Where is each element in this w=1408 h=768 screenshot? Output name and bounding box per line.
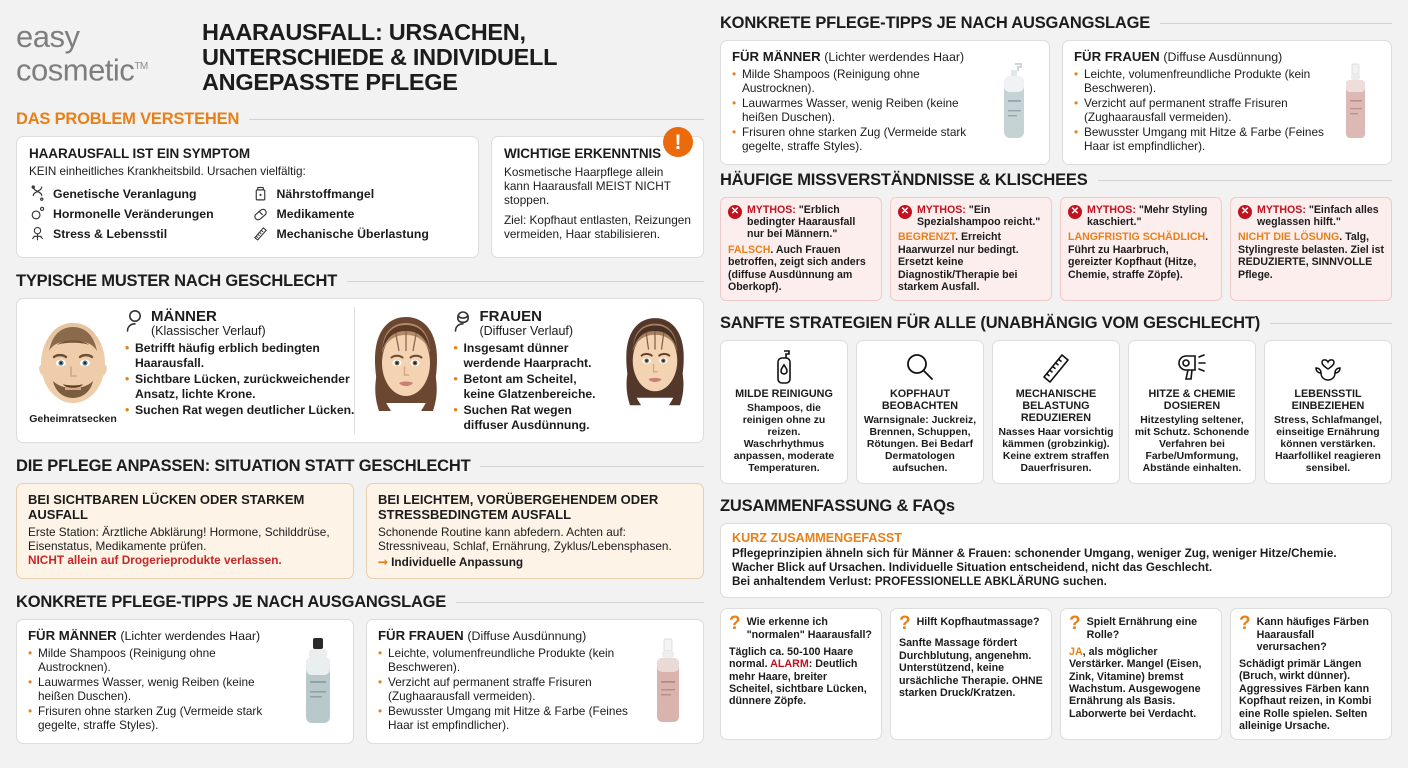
strategy-title: LEBENSSTIL EINBEZIEHEN <box>1291 388 1365 413</box>
insight-paragraph-1: Kosmetische Haarpflege allein kann Haarausfall MEIST NICHT stoppen. <box>503 165 671 207</box>
strategy-title: MECHANISCHE BELASTUNG REDUZIEREN <box>1015 388 1097 425</box>
magnifier-icon <box>904 351 936 383</box>
men-illustration <box>27 307 119 425</box>
list-item: • Sichtbare Lücken, zurückweichender Ansatz, lichte Krone. <box>125 372 354 401</box>
list-item: • Frisuren ohne starken Zug (Vermeide stark gegelte, straffe Styles). <box>732 126 985 153</box>
female-face-illustration-2 <box>617 307 693 407</box>
section-header-problem <box>16 110 704 129</box>
list-item: • Lauwarmes Wasser, wenig Reiben (keine heißen Duschen). <box>732 97 985 124</box>
women-illustration-left <box>365 307 447 411</box>
x-cross-icon: ✕ <box>1068 205 1082 219</box>
myth-answer <box>1068 231 1214 281</box>
tip-card-women-title <box>378 628 639 643</box>
tip-card-women-body <box>378 628 639 735</box>
men-pattern-text <box>125 307 354 420</box>
women-illustration-right <box>617 307 693 407</box>
faq-head <box>1239 615 1383 653</box>
adapt-card-title: BEI SICHTBAREN LÜCKEN ODER STARKEM AUSFALL <box>28 492 305 522</box>
question-mark-icon: ? <box>898 613 911 635</box>
faq-question: Wie erkenne ich "normalen" Haarausfall? <box>746 616 872 641</box>
question-mark-icon: ? <box>1239 613 1251 635</box>
myth-card-head <box>898 204 1044 229</box>
arrow-icon: ➞ <box>377 555 388 569</box>
pump-spray-icon <box>1343 62 1369 142</box>
strategy-title: MILDE REINIGUNG <box>735 388 833 401</box>
faq-answer-highlight: ALARM <box>770 658 809 671</box>
summary-line-2: Wacher Blick auf Ursachen. Individuelle Situation entscheidend, nicht das Geschlecht. <box>731 561 1213 575</box>
hairdryer-icon <box>1175 352 1209 382</box>
supplement-jar-icon <box>252 185 269 202</box>
divider-line <box>347 281 704 282</box>
faq-answer-pre: Schädigt primär Längen (Bruch, wirkt dünner). Aggressives Färben kann Kopfhaut reizen, in Kombi eine Rolle spielen. Selten alleinige Ursache. <box>1239 658 1372 733</box>
list-item: • Milde Shampoos (Reinigung ohne Austrocknen). <box>28 647 289 674</box>
strategy-icon-wrap <box>1311 349 1345 385</box>
strategy-card-mechanical <box>992 340 1120 484</box>
tip-title-sub: (Diffuse Ausdünnung) <box>467 629 587 643</box>
tips-row-left <box>16 619 704 744</box>
tip-title-main: FÜR FRAUEN <box>1073 49 1160 64</box>
insight-title: WICHTIGE ERKENNTNIS <box>503 146 662 161</box>
cause-item-nutrients <box>252 185 465 202</box>
cause-item-hormones <box>29 205 242 222</box>
cause-item-stress <box>29 225 242 242</box>
list-item: • Suchen Rat wegen deutlicher Lücken. <box>125 403 354 418</box>
section-header-adapt <box>16 457 704 476</box>
adapt-card-severe <box>16 483 354 579</box>
tip-title-main: FÜR MÄNNER <box>731 49 821 64</box>
myth-card <box>1060 197 1222 302</box>
myth-quote: "Erblich bedingter Haarausfall nur bei Männern." <box>746 203 856 241</box>
faq-answer-post: : Deutlich mehr Haare, breiter Scheitel, sichtbare Lücken, dünnere Zöpfe. <box>728 658 867 708</box>
myth-verdict: NICHT DIE LÖSUNG <box>1238 231 1340 244</box>
faq-answer <box>1069 646 1213 720</box>
tip-title-main: FÜR MÄNNER <box>28 628 117 643</box>
list-item: • Bewusster Umgang mit Hitze & Farbe (Feines Haar ist empfindlicher). <box>378 705 639 732</box>
myth-answer-text: . Auch Frauen betroffen, zeigt sich anders (diffuse Ausdünnung am Oberkopf). <box>727 243 866 293</box>
divider-line <box>1270 323 1392 324</box>
tip-women-list <box>378 647 639 733</box>
symptom-card-title: HAARAUSFALL IST EIN SYMPTOM <box>29 146 251 161</box>
cause-label: Medikamente <box>276 206 355 221</box>
adapt-card-title: BEI LEICHTEM, VORÜBERGEHENDEM ODER STRESSBEDINGTEM AUSFALL <box>377 492 659 522</box>
wellbeing-heart-icon <box>1311 351 1345 383</box>
section-title-tips-right: KONKRETE PFLEGE-TIPPS JE NACH AUSGANGSLAGE <box>719 14 1151 32</box>
tip-women-right-list <box>1074 68 1327 154</box>
cause-label: Nährstoffmangel <box>276 186 375 201</box>
strategy-body: Stress, Schlafmangel, einseitige Ernährung können verstärken. Haarfollikel reagieren sensibel. <box>1273 415 1382 475</box>
stress-icon <box>29 225 46 242</box>
faq-answer-pre: Täglich ca. 50-100 Haare normal. <box>728 645 854 671</box>
myth-card-head <box>1068 204 1214 229</box>
men-heading <box>125 309 354 338</box>
strategy-title: HITZE & CHEMIE DOSIEREN <box>1148 388 1236 413</box>
section-title-strategies: SANFTE STRATEGIEN FÜR ALLE (UNABHÄNGIG VOM GESCHLECHT) <box>719 314 1261 333</box>
men-bullet-list <box>125 341 354 418</box>
brand-line-2: cosmetic <box>16 52 135 88</box>
myth-question <box>917 204 1044 229</box>
list-item: • Frisuren ohne starken Zug (Vermeide stark gegelte, straffe Styles). <box>28 705 289 732</box>
myth-label: MYTHOS: <box>746 203 796 216</box>
pump-bottle-icon <box>769 349 799 385</box>
myth-quote: "Einfach alles weglassen hilft." <box>1257 203 1379 228</box>
tip-title-sub: (Lichter werdendes Haar) <box>824 50 965 64</box>
header <box>16 14 704 94</box>
section-header-tips-left <box>16 593 704 612</box>
myth-answer-text: . Führt zu Haarbruch, gereizter Kopfhaut (Hitze, Chemie, straffe Zöpfe). <box>1068 231 1209 281</box>
faq-head <box>1069 615 1213 640</box>
cause-item-medication <box>252 205 465 222</box>
women-sublabel: (Diffuser Verlauf) <box>479 324 574 338</box>
tip-card-women-right-title <box>1074 49 1327 64</box>
section-title-adapt: DIE PFLEGE ANPASSEN: SITUATION STATT GESCHLECHT <box>16 457 471 475</box>
section-title-myths: HÄUFIGE MISSVERSTÄNDNISSE & KLISCHEES <box>719 170 1088 189</box>
myth-card <box>1230 197 1392 302</box>
tip-card-men-body <box>28 628 289 735</box>
faq-answer <box>1239 658 1383 732</box>
tip-title-sub: (Lichter werdendes Haar) <box>120 629 261 643</box>
female-face-illustration <box>365 307 447 411</box>
cause-item-mechanical <box>252 225 465 242</box>
divider-line <box>249 119 704 120</box>
faq-answer-pre: Sanfte Massage fördert Durchblutung, angenehm. Unterstützend, keine ursächliche Therapie. OHNE starken Druck/Kratzen. <box>898 637 1043 700</box>
strategies-row <box>720 340 1392 484</box>
myth-answer <box>898 231 1044 293</box>
product-shampoo-bottle-right <box>989 49 1039 156</box>
faq-question: Spielt Ernährung eine Rolle? <box>1086 616 1198 641</box>
faq-answer <box>729 646 873 708</box>
divider-line <box>480 466 704 467</box>
strategy-body: Nasses Haar vorsichtig kämmen (grobzinkig). Keine extrem straffen Dauerfrisuren. <box>998 427 1114 475</box>
male-face-illustration <box>27 307 119 411</box>
list-item: • Suchen Rat wegen diffuser Ausdünnung. <box>453 403 610 432</box>
faq-answer-post: , als möglicher Verstärker. Mangel (Eisen, Zink, Vitamine) bremst Wachstum. Ausgewogene Ernährung als Basis. Laborwerte bei Verdacht. <box>1069 645 1202 720</box>
cause-item-genetics <box>29 185 242 202</box>
x-cross-icon: ✕ <box>728 205 742 219</box>
tip-men-list <box>28 647 289 733</box>
strategy-body: Hitzestyling seltener, mit Schutz. Schonende Verfahren bei Farbe/Umformung, Abstände einhalten. <box>1134 415 1250 475</box>
adapt-card-mild <box>366 483 704 579</box>
faq-head <box>898 613 1043 635</box>
symptom-card-subtitle: KEIN einheitliches Krankheitsbild. Ursachen vielfältig: <box>29 165 306 178</box>
left-column <box>16 14 704 760</box>
strategy-body: Shampoos, die reinigen ohne zu reizen. Waschrhythmus anpassen, moderate Temperaturen. <box>733 403 835 475</box>
comb-icon <box>1040 351 1072 383</box>
faq-card <box>1230 608 1392 740</box>
tip-title-main: FÜR FRAUEN <box>377 628 464 643</box>
strategy-icon-wrap <box>904 349 936 385</box>
women-pattern-block <box>354 307 692 434</box>
men-sublabel: (Klassischer Verlauf) <box>151 324 266 338</box>
tip-card-men-right-title <box>732 49 985 64</box>
women-pattern-text <box>453 307 610 434</box>
summary-line-1: Pflegeprinzipien ähneln sich für Männer & Frauen: schonender Umgang, weniger Zug, weniger Hitze/Chemie. <box>731 547 1337 561</box>
women-bullet-list <box>453 341 610 432</box>
hormone-molecule-icon <box>29 205 46 222</box>
men-label: MÄNNER <box>151 308 217 325</box>
cause-label: Hormonelle Veränderungen <box>53 206 214 221</box>
adapt-card-arrow-text: Individuelle Anpassung <box>391 555 524 569</box>
faq-row <box>720 608 1392 740</box>
myth-quote: "Ein Spezialshampoo reicht." <box>916 203 1041 228</box>
section-title-tips-left: KONKRETE PFLEGE-TIPPS JE NACH AUSGANGSLAGE <box>16 593 447 611</box>
question-mark-icon: ? <box>1069 613 1081 635</box>
faq-question: Kann häufiges Färben Haarausfall verursachen? <box>1256 616 1369 653</box>
section-header-summary <box>720 497 1392 516</box>
page-title: HAARAUSFALL: URSACHEN, UNTERSCHIEDE & INDIVIDUELL ANGEPASSTE PFLEGE <box>202 19 557 95</box>
list-item: • Betont am Scheitel, keine Glatzenbereiche. <box>453 372 610 401</box>
tip-card-men <box>16 619 354 744</box>
section-title-summary: ZUSAMMENFASSUNG & FAQs <box>719 497 955 516</box>
myth-answer-text: . Erreicht Haarwurzel nur bedingt. Ersetzt keine Diagnostik/Therapie bei starkem Ausfall. <box>897 231 1019 293</box>
myth-answer-text: . Talg, Stylingreste belasten. Ziel ist REDUZIERTE, SINNVOLLE Pflege. <box>1238 231 1385 281</box>
key-insight-card <box>491 130 704 258</box>
myth-verdict: BEGRENZT <box>897 231 956 244</box>
symptom-card <box>16 136 479 258</box>
section-header-tips-right <box>720 14 1392 33</box>
brand-line-1: easy <box>16 19 80 54</box>
tip-card-women <box>366 619 704 744</box>
tip-title-sub: (Diffuse Ausdünnung) <box>1163 50 1283 64</box>
tip-card-men-right-body <box>732 49 985 156</box>
myth-quote: "Mehr Styling kaschiert." <box>1087 203 1208 228</box>
women-label: FRAUEN <box>479 308 542 325</box>
myth-label: MYTHOS: <box>916 203 966 216</box>
strategy-body: Warnsignale: Juckreiz, Brennen, Schuppen, Rötungen. Bei Bedarf Dermatologen aufsuchen. <box>863 415 977 475</box>
male-avatar-icon <box>125 309 145 333</box>
brand-logo <box>16 14 188 88</box>
tip-card-men-title <box>28 628 289 643</box>
faq-card <box>1060 608 1222 740</box>
myth-card-head <box>728 204 874 241</box>
list-item: • Insgesamt dünner werdende Haarpracht. <box>453 341 610 370</box>
question-mark-icon: ? <box>728 613 741 635</box>
men-pattern-block <box>27 307 354 434</box>
myths-row <box>720 197 1392 302</box>
strategy-icon-wrap <box>1175 349 1209 385</box>
myth-label: MYTHOS: <box>1087 203 1136 216</box>
myth-verdict: LANGFRISTIG SCHÄDLICH <box>1068 231 1206 244</box>
product-spray-bottle-right <box>1331 49 1381 156</box>
pill-icon <box>252 205 269 222</box>
myth-question <box>747 204 874 241</box>
product-shampoo-bottle <box>293 628 343 735</box>
tip-card-women-right-body <box>1074 49 1327 156</box>
section-title-problem: DAS PROBLEM VERSTEHEN <box>16 110 240 128</box>
tip-card-women-right <box>1062 40 1392 165</box>
list-item: • Milde Shampoos (Reinigung ohne Austrocknen). <box>732 68 985 95</box>
list-item: • Leichte, volumenfreundliche Produkte (kein Beschweren). <box>1074 68 1327 95</box>
strategy-title: KOPFHAUT BEOBACHTEN <box>881 388 959 413</box>
x-cross-icon: ✕ <box>898 205 912 219</box>
divider-line <box>1098 180 1392 181</box>
myth-card <box>890 197 1052 302</box>
faq-head <box>729 615 873 640</box>
strategy-card-cleansing <box>720 340 848 484</box>
women-heading <box>453 309 610 338</box>
dna-icon <box>29 185 46 202</box>
tip-men-right-list <box>732 68 985 154</box>
adapt-row <box>16 483 704 579</box>
trademark-mark: TM <box>134 61 148 72</box>
men-illustration-caption: Geheimratsecken <box>29 413 117 425</box>
strategy-card-lifestyle <box>1264 340 1392 484</box>
adapt-card-body: Schonende Routine kann abfedern. Achten auf: Stressniveau, Schlaf, Ernährung, Zyklus/Lebensphasen. <box>377 525 672 553</box>
strategy-icon-wrap <box>769 349 799 385</box>
list-item: • Verzicht auf permanent straffe Frisuren (Zughaarausfall vermeiden). <box>1074 97 1327 124</box>
x-cross-icon: ✕ <box>1238 205 1252 219</box>
alert-icon: ! <box>663 127 693 157</box>
strategy-card-heat-chemistry <box>1128 340 1256 484</box>
summary-title: KURZ ZUSAMMENGEFASST <box>731 531 902 546</box>
myth-card <box>720 197 882 302</box>
section-title-patterns: TYPISCHE MUSTER NACH GESCHLECHT <box>16 272 338 290</box>
myth-card-head <box>1238 204 1384 229</box>
gender-patterns-card <box>16 298 704 443</box>
list-item: • Leichte, volumenfreundliche Produkte (kein Beschweren). <box>378 647 639 674</box>
myth-question <box>1257 204 1384 229</box>
faq-answer <box>899 637 1043 699</box>
insight-paragraph-2: Ziel: Kopfhaut entlasten, Reizungen vermeiden, Haar stabilisieren. <box>503 213 691 241</box>
adapt-card-body: Erste Station: Ärztliche Abklärung! Hormone, Schilddrüse, Eisenstatus, Medikamente prüfen. <box>28 525 330 553</box>
female-avatar-icon <box>453 309 473 333</box>
cause-label: Stress & Lebensstil <box>53 226 168 241</box>
adapt-card-arrow-line <box>378 555 692 569</box>
problem-row <box>16 130 704 258</box>
myth-verdict: FALSCH <box>727 243 771 256</box>
faq-card <box>890 608 1052 740</box>
list-item: • Verzicht auf permanent straffe Frisuren (Zughaarausfall vermeiden). <box>378 676 639 703</box>
right-column <box>720 14 1392 760</box>
list-item: • Lauwarmes Wasser, wenig Reiben (keine heißen Duschen). <box>28 676 289 703</box>
tips-row-right <box>720 40 1392 165</box>
summary-card <box>720 523 1392 598</box>
myth-answer <box>728 244 874 294</box>
divider-line <box>1160 23 1392 24</box>
list-item: • Betrifft häufig erblich bedingten Haarausfall. <box>125 341 354 370</box>
myth-answer <box>1238 231 1384 281</box>
causes-grid <box>29 185 466 242</box>
summary-line-3: Bei anhaltendem Verlust: PROFESSIONELLE ABKLÄRUNG suchen. <box>731 575 1107 589</box>
list-item: • Bewusster Umgang mit Hitze & Farbe (Feines Haar ist empfindlicher). <box>1074 126 1327 153</box>
faq-card <box>720 608 882 740</box>
cause-label: Genetische Veranlagung <box>53 186 197 201</box>
cause-label: Mechanische Überlastung <box>276 226 429 241</box>
myth-question <box>1087 204 1214 229</box>
adapt-card-warning: NICHT allein auf Drogerieprodukte verlassen. <box>28 553 282 567</box>
comb-icon <box>252 225 269 242</box>
divider-line <box>456 602 704 603</box>
product-spray-bottle <box>643 628 693 735</box>
section-header-strategies <box>720 314 1392 333</box>
shampoo-pump-bottle-icon <box>999 62 1029 142</box>
tip-card-men-right <box>720 40 1050 165</box>
spray-bottle-icon <box>653 637 683 725</box>
myth-label: MYTHOS: <box>1257 203 1306 216</box>
faq-question: Hilft Kopfhautmassage? <box>916 616 1040 629</box>
shampoo-bottle-icon <box>301 636 335 726</box>
strategy-icon-wrap <box>1040 349 1072 385</box>
section-header-patterns <box>16 272 704 291</box>
faq-answer-highlight: JA <box>1069 645 1083 658</box>
section-header-myths <box>720 171 1392 190</box>
strategy-card-scalp-watch <box>856 340 984 484</box>
